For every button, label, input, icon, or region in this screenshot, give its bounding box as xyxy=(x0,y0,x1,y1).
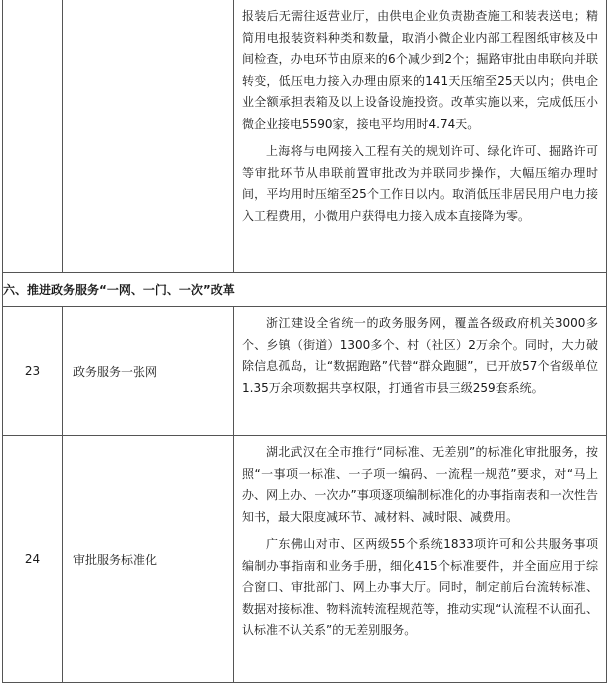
section-title: 六、推进政务服务“一网、一门、一次”改革 xyxy=(3,273,607,307)
item-name: 政务服务一张网 xyxy=(63,307,234,436)
description-paragraph: 广东佛山对市、区两级55个系统1833项许可和公共服务事项编制办事指南和业务手册，细化415个标准要件，并全面应用于综合窗口、审批部门、网上办事大厅。同时，制定前后台流转标准、数据对接标准、物料流转流程规范等，推动实现“认流程不认面孔、认标准不认关系”的无差别服务。 xyxy=(242,537,598,637)
row-number: 23 xyxy=(3,307,63,436)
description-paragraph: 报装后无需往返营业厅，由供电企业负责勘查施工和装表送电；精简用电报装资料种类和数量，取消小微企业内部工程图纸审核及中间检查，办电环节由原来的6个减少到2个；掘路审批由串联向并联转变，低压电力接入办理由原来的141天压缩至25天以内；供电企业全额承担表箱及以上设备设施投资。改革实施以来，完成低压小微企业接电5590家，接电平均用时4.74天。 xyxy=(242,9,598,131)
item-name xyxy=(63,0,234,273)
table-row xyxy=(3,0,607,273)
item-description xyxy=(234,436,607,683)
policy-table xyxy=(2,0,607,683)
row-number: 24 xyxy=(3,436,63,683)
description-paragraph: 上海将与电网接入工程有关的规划许可、绿化许可、掘路许可等审批环节从串联前置审批改为并联同步操作，大幅压缩办理时间，平均用时压缩至25个工作日以内。取消低压非居民用户电力接入工程费用，小微用户获得电力接入成本直接降为零。 xyxy=(242,144,598,223)
description-paragraph: 浙江建设全省统一的政务服务网，覆盖各级政府机关3000多个、乡镇（街道）1300多个、村（社区）2万余个。同时，大力破除信息孤岛，让“数据跑路”代替“群众跑腿”，已开放57个省级单位1.35万余项数据共享权限，打通省市县三级259套系统。 xyxy=(242,316,598,395)
item-description xyxy=(234,307,607,436)
item-name: 审批服务标准化 xyxy=(63,436,234,683)
table-row xyxy=(3,436,607,683)
section-header-row xyxy=(3,273,607,307)
description-paragraph: 湖北武汉在全市推行“同标准、无差别”的标准化审批服务，按照“一事项一标准、一子项一编码、一流程一规范”要求，对“马上办、网上办、一次办”事项逐项编制标准化的办事指南表和一次性告知书，最大限度减环节、减材料、减时限、减费用。 xyxy=(242,445,598,524)
item-description xyxy=(234,0,607,273)
row-number xyxy=(3,0,63,273)
table-row xyxy=(3,307,607,436)
